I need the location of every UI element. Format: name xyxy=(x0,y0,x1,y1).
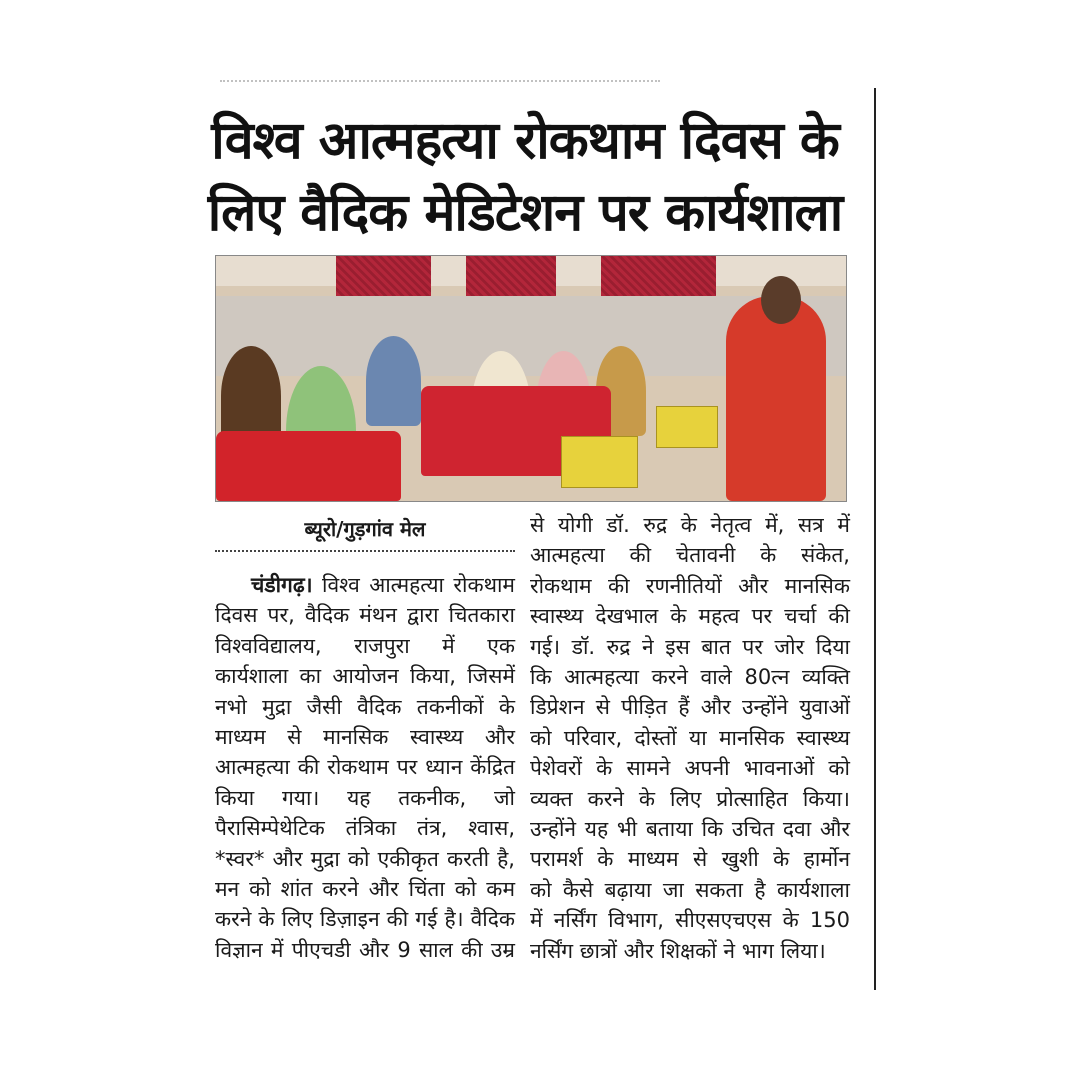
article-line: कार्यशाला का आयोजन किया, जिसमें xyxy=(215,664,515,689)
speaker-yogi xyxy=(726,296,826,501)
article-line: उन्होंने यह भी बताया कि उचित दवा और xyxy=(530,817,850,842)
article-line: किया गया। यह तकनीक, जो xyxy=(215,785,515,810)
article-line: विज्ञान में पीएचडी और 9 साल की उम्र xyxy=(215,937,515,962)
article-line: *स्वर* और मुद्रा को एकीकृत करती है, xyxy=(215,846,515,871)
headline xyxy=(205,105,845,249)
article-column-left xyxy=(215,570,515,965)
article-line: पैरासिम्पेथेटिक तंत्रिका तंत्र, श्वास, xyxy=(215,816,515,841)
article-line: पेशेवरों के सामने अपनी भावनाओं को xyxy=(530,756,850,781)
article-line: कि आत्महत्या करने वाले 80त्न व्यक्ति xyxy=(530,665,850,690)
article-line: आत्महत्या की चेतावनी के संकेत, xyxy=(530,543,850,568)
article-line: को परिवार, दोस्तों या मानसिक स्वास्थ्य xyxy=(530,725,850,750)
article-line: विश्वविद्यालय, राजपुरा में एक xyxy=(215,633,515,658)
workshop-photo xyxy=(215,255,847,502)
article-line: से योगी डॉ. रुद्र के नेतृत्व में, सत्र में xyxy=(530,513,850,537)
article-line: गई। डॉ. रुद्र ने इस बात पर जोर दिया xyxy=(530,634,850,659)
column-divider xyxy=(874,88,876,990)
audience-member xyxy=(366,336,421,426)
dotted-rule xyxy=(215,550,515,552)
headline-line-1: विश्व आत्महत्या रोकथाम दिवस के xyxy=(211,111,839,171)
article-line: डिप्रेशन से पीड़ित हैं और उन्होंने युवाओं xyxy=(530,695,850,720)
article-line: परामर्श के माध्यम से खुशी के हार्मोन xyxy=(530,847,850,872)
article-line: नभो मुद्रा जैसी वैदिक तकनीकों के xyxy=(215,694,515,719)
article-line xyxy=(215,570,515,600)
article-line: करने के लिए डिज़ाइन की गई है। वैदिक xyxy=(215,907,515,932)
article-line: रोकथाम की रणनीतियों और मानसिक xyxy=(530,573,850,598)
article-line: नर्सिंग छात्रों और शिक्षकों ने भाग लिया। xyxy=(530,938,826,963)
article-line: दिवस पर, वैदिक मंथन द्वारा चितकारा xyxy=(215,603,515,628)
article-text: विश्व आत्महत्या रोकथाम xyxy=(312,573,515,597)
article-line: स्वास्थ्य देखभाल के महत्व पर चर्चा की xyxy=(530,604,850,629)
cut-off-previous-text xyxy=(220,80,660,88)
byline: ब्यूरो/गुड़गांव मेल xyxy=(304,517,426,541)
article-line: मन को शांत करने और चिंता को कम xyxy=(215,877,515,902)
speaker-head xyxy=(761,276,801,324)
headline-line-2: लिए वैदिक मेडिटेशन पर कार्यशाला xyxy=(207,183,843,243)
article-column-right xyxy=(530,510,850,966)
article-line: व्यक्त करने के लिए प्रोत्साहित किया। xyxy=(530,786,850,811)
article-line: आत्महत्या की रोकथाम पर ध्यान केंद्रित xyxy=(215,755,515,780)
yellow-table xyxy=(561,436,638,488)
article-line: को कैसे बढ़ाया जा सकता है कार्यशाला xyxy=(530,877,850,902)
article-line: में नर्सिंग विभाग, सीएसएचएस के 150 xyxy=(530,908,850,933)
article-line: माध्यम से मानसिक स्वास्थ्य और xyxy=(215,725,515,750)
dateline: चंडीगढ़। xyxy=(251,573,313,597)
red-sofa xyxy=(216,431,401,501)
yellow-table xyxy=(656,406,718,448)
